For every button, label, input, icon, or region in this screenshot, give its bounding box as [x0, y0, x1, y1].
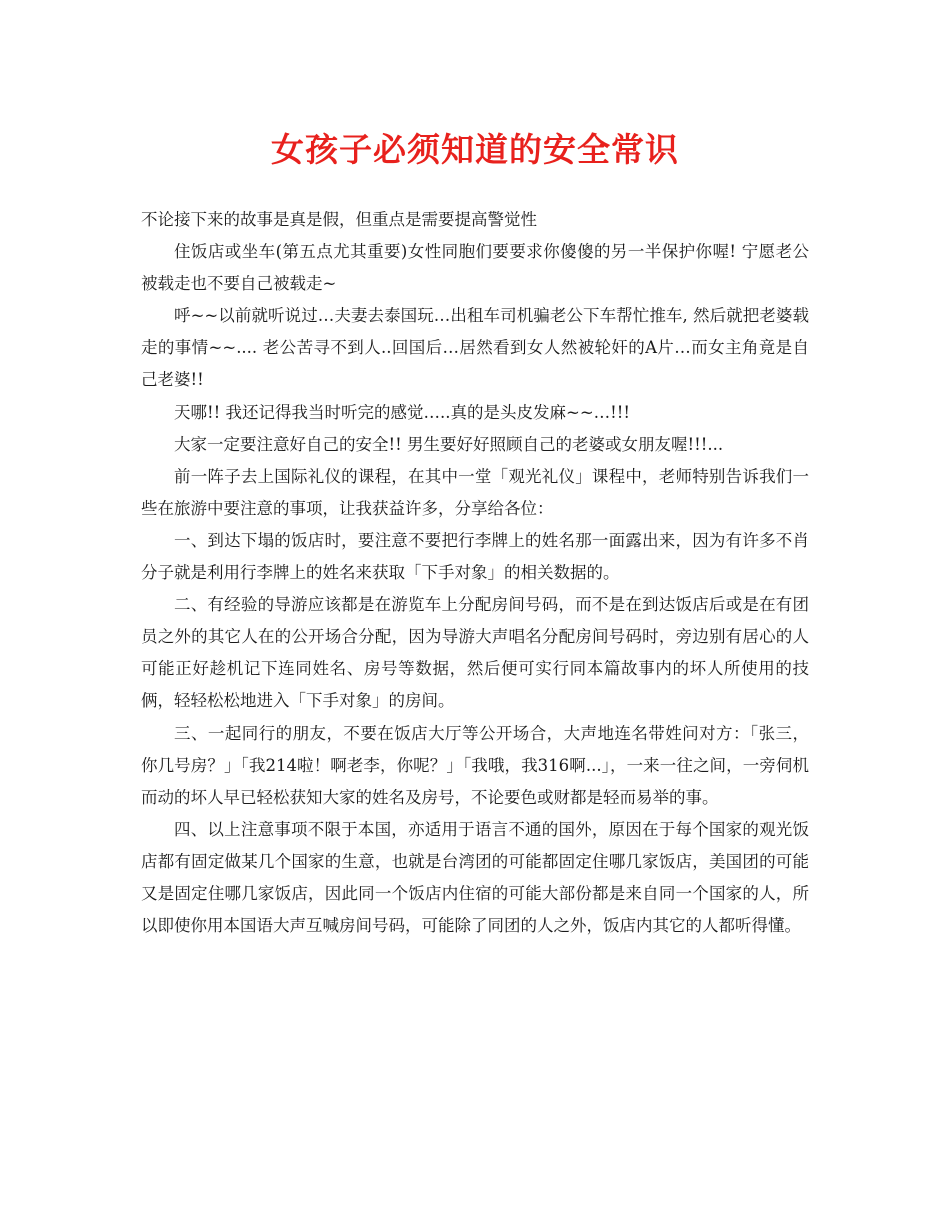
paragraph-point-1: 一、到达下塌的饭店时，要注意不要把行李牌上的姓名那一面露出来，因为有许多不肖分子就是利用行李牌上的姓名来获取「下手对象」的相关数据的。 [141, 530, 809, 583]
paragraph-point-3: 三、一起同行的朋友，不要在饭店大厅等公开场合，大声地连名带姓问对方：「张三，你几号房？」「我214啦！啊老李，你呢？」「我哦，我316啊...」，一来一往之间，一旁伺机而动的坏人早已轻松获知大家的姓名及房号，不论要色或财都是轻而易举的事。 [141, 723, 809, 807]
paragraph-point-2: 二、有经验的导游应该都是在游览车上分配房间号码，而不是在到达饭店后或是在有团员之外的其它人在的公开场合分配，因为导游大声唱名分配房间号码时，旁边别有居心的人可能正好趁机记下连同姓名、房号等数据，然后便可实行同本篇故事内的坏人所使用的技俩，轻轻松松地进入「下手对象」的房间。 [141, 595, 809, 711]
document-body [141, 204, 809, 942]
paragraph-warning: 住饭店或坐车(第五点尤其重要)女性同胞们要要求你傻傻的另一半保护你喔! 宁愿老公被载走也不要自己被载走~ [141, 242, 809, 294]
document-title: 女孩子必须知道的安全常识 [271, 130, 679, 169]
paragraph-intro: 不论接下来的故事是真是假，但重点是需要提高警觉性 [141, 210, 537, 229]
paragraph-reminder: 大家一定要注意好自己的安全!! 男生要好好照顾自己的老婆或女朋友喔!!!... [174, 434, 724, 454]
paragraph-course: 前一阵子去上国际礼仪的课程，在其中一堂「观光礼仪」课程中，老师特别告诉我们一些在旅游中要注意的事项，让我获益许多，分享给各位： [141, 466, 809, 518]
paragraph-reaction: 天哪!! 我还记得我当时听完的感觉…..真的是头皮发麻~~…!!! [174, 402, 631, 422]
paragraph-story: 呼~~以前就听说过…夫妻去泰国玩…出租车司机骗老公下车帮忙推车, 然后就把老婆载走的事情~~.... 老公苦寻不到人..回国后…居然看到女人然被轮奸的A片…而女主角竟是自己老婆!! [141, 306, 809, 390]
paragraph-point-4: 四、以上注意事项不限于本国，亦适用于语言不通的国外，原因在于每个国家的观光饭店都有固定做某几个国家的生意，也就是台湾团的可能都固定住哪几家饭店，美国团的可能又是固定住哪几家饭店，因此同一个饭店内住宿的可能大部份都是来自同一个国家的人，所以即使你用本国语大声互喊房间号码，可能除了同团的人之外，饭店内其它的人都听得懂。 [141, 819, 809, 936]
